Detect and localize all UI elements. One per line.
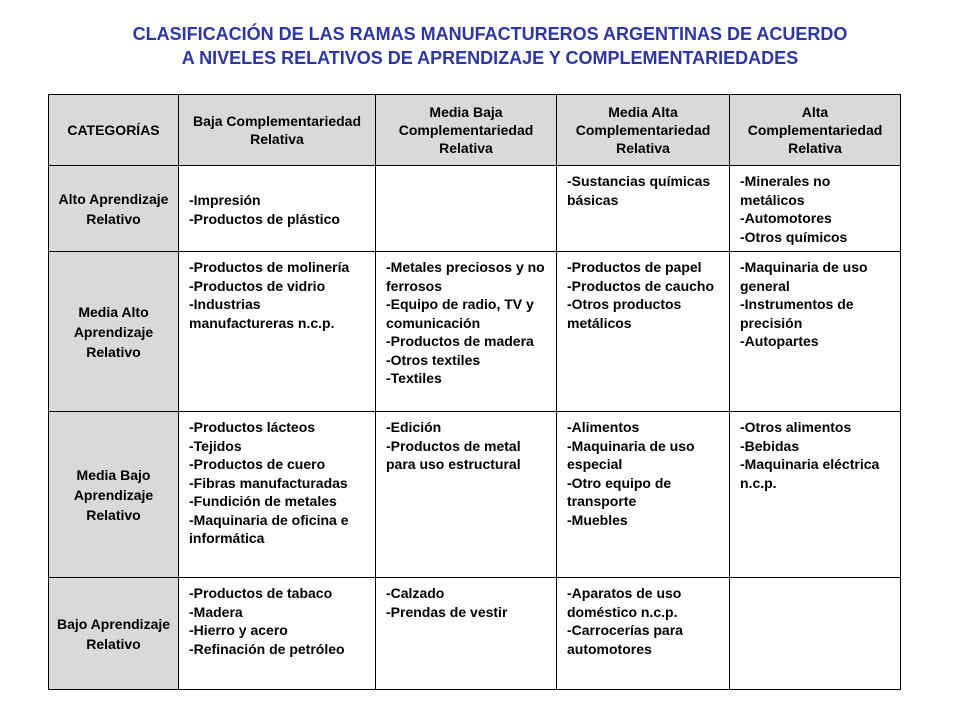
header-media-alta-complementariedad: Media Alta Complementariedad Relativa bbox=[557, 95, 730, 166]
cell-list-item: -Productos de molinería bbox=[189, 259, 350, 275]
table-cell bbox=[730, 578, 901, 690]
cell-list-item: -Otros alimentos bbox=[740, 419, 852, 435]
cell-list-item: -Aparatos de uso doméstico n.c.p. bbox=[567, 585, 682, 620]
cell-list-item: -Productos de vidrio bbox=[189, 277, 326, 294]
cell-list-item: -Maquinaria de oficina e informática bbox=[189, 511, 349, 546]
cell-list-item: -Otros químicos bbox=[740, 228, 848, 245]
title-line-2: A NIVELES RELATIVOS DE APRENDIZAJE Y COMPLEMENTARIEDADES bbox=[181, 48, 799, 68]
cell-list-item: -Fibras manufacturadas bbox=[189, 474, 348, 491]
cell-list-item: -Refinación de petróleo bbox=[189, 640, 345, 657]
cell-list-item: -Hierro y acero bbox=[189, 622, 288, 638]
header-categorias: CATEGORÍAS bbox=[49, 95, 179, 166]
row-category-alto-aprendizaje: Alto Aprendizaje Relativo bbox=[49, 166, 179, 252]
cell-list-item: -Otros productos metálicos bbox=[567, 296, 682, 331]
cell-list-item: -Otro equipo de transporte bbox=[567, 474, 672, 509]
cell-list-item: -Automotores bbox=[740, 210, 832, 226]
header-media-baja-complementariedad: Media Baja Complementariedad Relativa bbox=[376, 95, 557, 166]
classification-table bbox=[48, 94, 901, 690]
cell-list-item: -Minerales no metálicos bbox=[740, 173, 831, 208]
cell-list-item: -Productos lácteos bbox=[189, 419, 316, 435]
cell-list-item: -Prendas de vestir bbox=[386, 603, 508, 620]
cell-list-item: -Productos de metal para uso estructural bbox=[386, 437, 521, 472]
cell-list-item: -Productos de madera bbox=[386, 333, 534, 349]
row-category-bajo-aprendizaje: Bajo Aprendizaje Relativo bbox=[49, 578, 179, 690]
cell-list-item: -Alimentos bbox=[567, 419, 640, 435]
table-cell bbox=[179, 166, 376, 252]
table-row bbox=[49, 166, 901, 252]
table-cell bbox=[730, 252, 901, 412]
table-cell bbox=[557, 412, 730, 578]
cell-list-item: -Instrumentos de precisión bbox=[740, 296, 854, 331]
cell-list-item: -Madera bbox=[189, 603, 243, 620]
cell-list-item: -Muebles bbox=[567, 511, 628, 528]
page-title bbox=[40, 22, 940, 70]
table-row bbox=[49, 578, 901, 690]
table-cell bbox=[376, 412, 557, 578]
table-cell bbox=[557, 252, 730, 412]
cell-list-item: -Productos de caucho bbox=[567, 277, 715, 294]
table-cell bbox=[557, 166, 730, 252]
cell-list-item: -Productos de tabaco bbox=[189, 585, 333, 601]
header-alta-complementariedad: Alta Complementariedad Relativa bbox=[730, 95, 901, 166]
cell-list-item: -Fundición de metales bbox=[189, 493, 337, 509]
header-baja-complementariedad: Baja Complementariedad Relativa bbox=[179, 95, 376, 166]
table-cell bbox=[730, 166, 901, 252]
table-row bbox=[49, 412, 901, 578]
row-category-media-alto-aprendizaje: Media Alto Aprendizaje Relativo bbox=[49, 252, 179, 412]
cell-list-item: -Textiles bbox=[386, 370, 442, 386]
cell-list-item: -Tejidos bbox=[189, 437, 242, 454]
cell-list-item: -Bebidas bbox=[740, 437, 800, 454]
cell-list-item: -Carrocerías para automotores bbox=[567, 622, 683, 657]
cell-list-item: -Maquinaria de uso especial bbox=[567, 437, 695, 472]
cell-list-item: -Impresión bbox=[189, 192, 261, 208]
cell-list-item: -Maquinaria eléctrica n.c.p. bbox=[740, 456, 880, 491]
cell-list-item: -Industrias manufactureras n.c.p. bbox=[189, 296, 335, 331]
cell-list-item: -Equipo de radio, TV y comunicación bbox=[386, 296, 534, 331]
table-cell bbox=[179, 578, 376, 690]
header-row bbox=[49, 95, 901, 166]
table-cell bbox=[557, 578, 730, 690]
table-cell bbox=[730, 412, 901, 578]
cell-list-item: -Productos de papel bbox=[567, 259, 702, 275]
cell-list-item: -Metales preciosos y no ferrosos bbox=[386, 259, 545, 294]
cell-list-item: -Otros textiles bbox=[386, 351, 481, 368]
table-cell bbox=[376, 578, 557, 690]
cell-list-item: -Sustancias químicas básicas bbox=[567, 173, 711, 208]
title-line-1: CLASIFICACIÓN DE LAS RAMAS MANUFACTUREROS ARGENTINAS DE ACUERDO bbox=[132, 24, 848, 44]
table-row bbox=[49, 252, 901, 412]
cell-list-item: -Calzado bbox=[386, 585, 445, 601]
table-cell bbox=[179, 412, 376, 578]
row-category-media-bajo-aprendizaje: Media Bajo Aprendizaje Relativo bbox=[49, 412, 179, 578]
cell-list-item: -Autopartes bbox=[740, 333, 819, 349]
table-cell bbox=[376, 166, 557, 252]
table-cell bbox=[179, 252, 376, 412]
cell-list-item: -Productos de cuero bbox=[189, 456, 326, 472]
cell-list-item: -Maquinaria de uso general bbox=[740, 259, 868, 294]
cell-list-item: -Productos de plástico bbox=[189, 210, 340, 227]
table-cell bbox=[376, 252, 557, 412]
cell-list-item: -Edición bbox=[386, 419, 442, 435]
